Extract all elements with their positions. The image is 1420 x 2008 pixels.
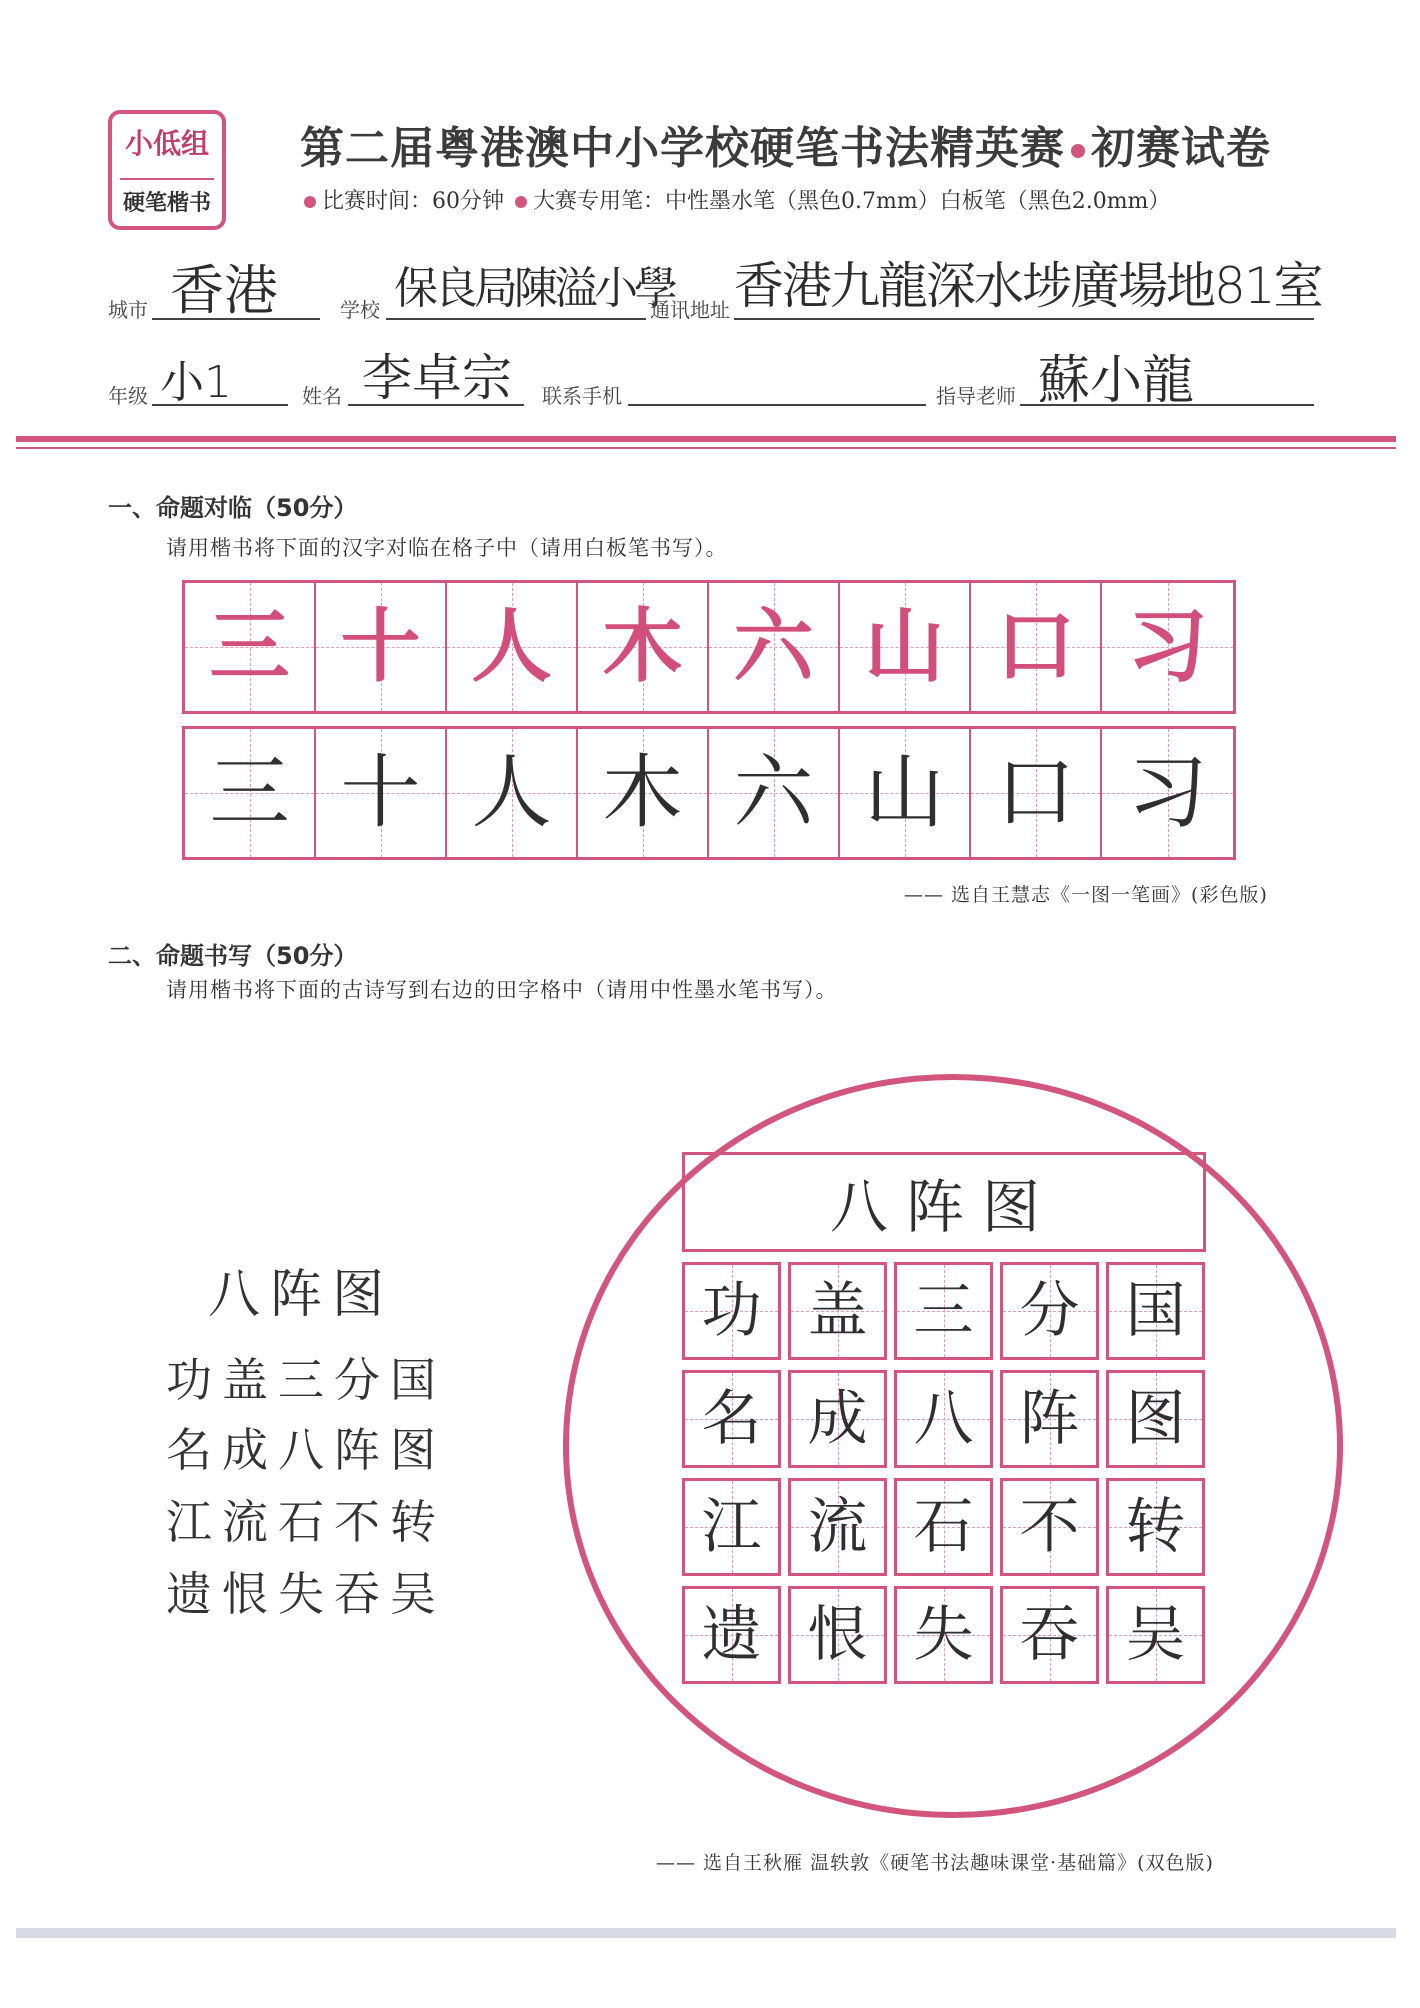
title-main: 第二届粤港澳中小学校硬笔书法精英赛 [300,123,1065,174]
exam-pen: 大赛专用笔：中性墨水笔（黑色0.7mm）白板笔（黑色2.0mm） [533,189,1171,214]
written-char: 功 [701,1276,762,1346]
model-cell [840,583,971,711]
address-field[interactable]: 香港九龍深水埗廣場地81室 [734,257,1322,315]
model-char: 木 [602,600,683,693]
grid-cell[interactable] [894,1370,993,1468]
written-char: 成 [807,1384,868,1454]
model-cell [316,583,447,711]
written-char: 口 [995,746,1076,839]
grid-row [682,1370,1206,1468]
poem-line: 江流石不转 [166,1495,446,1549]
written-char: 不 [1019,1492,1080,1562]
grid-cell[interactable] [1000,1370,1099,1468]
grid-cell[interactable] [788,1370,887,1468]
poem-line: 功盖三分国 [166,1353,446,1407]
city-field[interactable]: 香港 [170,259,278,322]
grid-cell[interactable] [1106,1370,1205,1468]
written-title: 八阵图 [829,1173,1058,1241]
phone-label: 联系手机 [542,384,622,408]
written-char: 人 [471,746,552,839]
written-char: 失 [913,1600,974,1670]
grid-cell[interactable] [682,1586,781,1684]
written-char: 盖 [807,1276,868,1346]
grid-cell[interactable] [682,1478,781,1576]
model-cell [971,583,1102,711]
written-char: 图 [1125,1384,1186,1454]
model-char-row [182,580,1236,714]
writing-cell[interactable] [185,729,316,857]
header-divider-thin [16,447,1396,449]
poem-line: 名成八阵图 [166,1423,446,1477]
writing-cell[interactable] [709,729,840,857]
written-char: 三 [913,1276,974,1346]
grid-row [682,1586,1206,1684]
grid-cell[interactable] [788,1586,887,1684]
badge-category-label: 硬笔楷书 [122,190,211,216]
badge-group-label: 小低组 [124,127,209,160]
written-char: 三 [209,746,290,839]
section2-instruction: 请用楷书将下面的古诗写到右边的田字格中（请用中性墨水笔书写）。 [166,978,838,1002]
model-char: 十 [340,600,421,693]
school-label: 学校 [340,298,380,322]
address-label: 通讯地址 [650,298,730,322]
page-title [300,112,1271,176]
group-badge [108,110,226,230]
written-char: 吴 [1125,1600,1186,1670]
school-field[interactable]: 保良局陳溢小學 [394,263,674,314]
written-char: 六 [733,746,814,839]
city-label: 城市 [108,298,148,322]
badge-divider [120,178,214,180]
name-label: 姓名 [302,384,342,408]
grid-cell[interactable] [1000,1478,1099,1576]
bullet-dot [304,196,316,208]
written-char: 江 [701,1492,762,1562]
exam-time: 比赛时间：60分钟 [322,189,504,214]
grid-cell[interactable] [1106,1586,1205,1684]
grid-cell[interactable] [1106,1478,1205,1576]
written-char: 名 [701,1384,762,1454]
school-line [386,318,646,320]
model-char: 六 [733,600,814,693]
model-char: 口 [995,600,1076,693]
writing-cell[interactable] [971,729,1102,857]
model-char: 习 [1127,600,1208,693]
model-cell [709,583,840,711]
written-char: 分 [1019,1276,1080,1346]
written-char: 石 [913,1492,974,1562]
bullet-dot [515,196,527,208]
writing-cell[interactable] [316,729,447,857]
written-char: 吞 [1019,1600,1080,1670]
written-char: 木 [602,746,683,839]
model-cell [1102,583,1233,711]
written-char-row [182,726,1236,860]
section1-heading: 一、命题对临（50分） [108,494,358,522]
grid-cell[interactable] [894,1586,993,1684]
poem-line: 遗恨失吞吴 [166,1567,446,1621]
section2-credit: —— 选自王秋雁 温轶敦《硬笔书法趣味课堂·基础篇》(双色版) [656,1852,1214,1874]
exam-info [300,184,1170,215]
model-char: 山 [864,600,945,693]
model-char: 三 [209,600,290,693]
written-char: 八 [913,1384,974,1454]
model-char: 人 [471,600,552,693]
grid-row [682,1262,1206,1360]
grid-row [682,1478,1206,1576]
writing-cell[interactable] [447,729,578,857]
phone-line [628,404,926,406]
grid-cell[interactable] [682,1370,781,1468]
written-char: 恨 [807,1600,868,1670]
written-char: 流 [807,1492,868,1562]
written-char: 国 [1125,1276,1186,1346]
name-field[interactable]: 李卓宗 [362,349,512,407]
poem-title: 八阵图 [208,1265,395,1325]
writing-cell[interactable] [840,729,971,857]
written-char: 习 [1127,746,1208,839]
written-char: 转 [1125,1492,1186,1562]
written-char: 阵 [1019,1384,1080,1454]
address-line [734,318,1314,320]
title-suffix: 初赛试卷 [1091,123,1271,174]
section2-heading: 二、命题书写（50分） [108,942,358,970]
header-divider [16,436,1396,442]
grid-cell[interactable] [788,1478,887,1576]
model-cell [578,583,709,711]
grade-field[interactable]: 小1 [160,357,232,408]
grid-cell[interactable] [1106,1262,1205,1360]
grid-cell[interactable] [682,1262,781,1360]
grid-cell[interactable] [788,1262,887,1360]
grid-cell[interactable] [894,1478,993,1576]
writing-cell[interactable] [578,729,709,857]
grid-cell[interactable] [1000,1586,1099,1684]
section1-instruction: 请用楷书将下面的汉字对临在格子中（请用白板笔书写）。 [166,536,728,560]
written-title-box[interactable] [682,1152,1206,1252]
model-cell [447,583,578,711]
teacher-field[interactable]: 蘇小龍 [1038,351,1195,411]
title-dot [1071,144,1085,158]
written-char: 遗 [701,1600,762,1670]
grade-label: 年级 [108,384,148,408]
written-char: 十 [340,746,421,839]
grid-cell[interactable] [1000,1262,1099,1360]
written-char: 山 [864,746,945,839]
teacher-label: 指导老师 [936,384,1016,408]
grid-cell[interactable] [894,1262,993,1360]
writing-cell[interactable] [1102,729,1233,857]
section1-credit: —— 选自王慧志《一图一笔画》(彩色版) [904,884,1268,906]
footer-band [16,1928,1396,1938]
model-cell [185,583,316,711]
poem-writing-grid [682,1262,1206,1694]
